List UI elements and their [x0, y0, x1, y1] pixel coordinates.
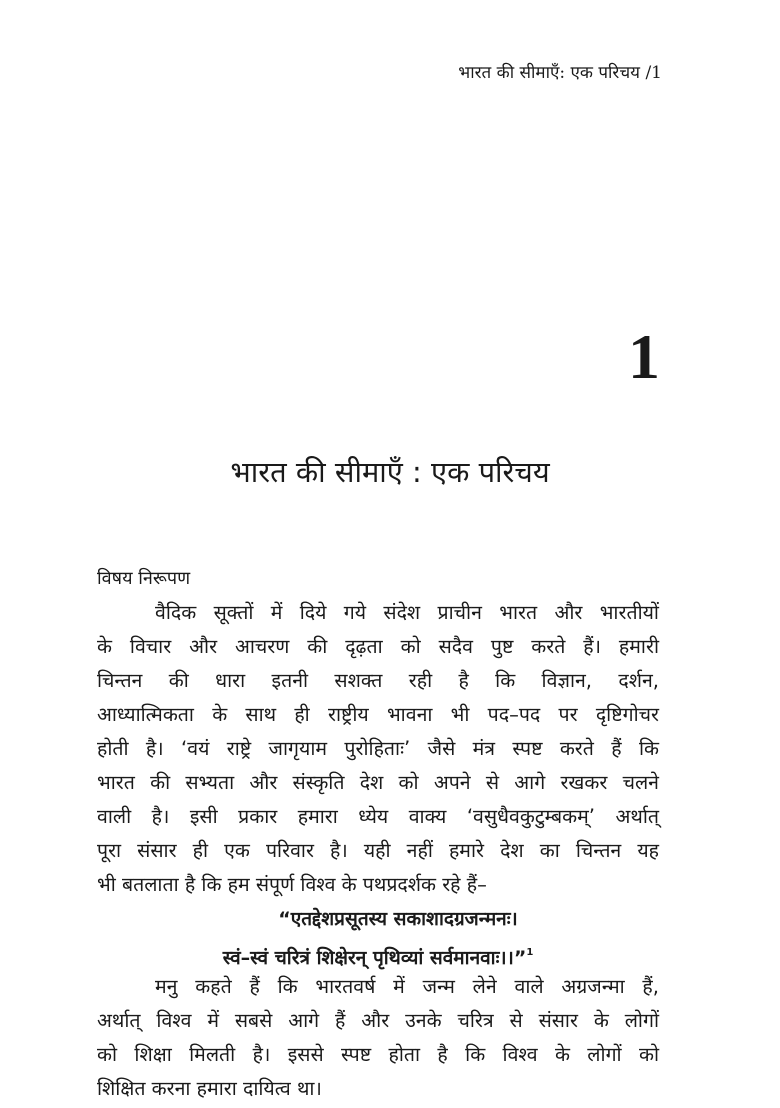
- paragraph-line: पूरा संसार ही एक परिवार है। यही नहीं हमारे देश का चिन्तन यह: [97, 839, 659, 862]
- verse-line: “एतद्देशप्रसूतस्य सकाशादग्रजन्मनः।: [278, 908, 518, 930]
- paragraph-line: मनु कहते हैं कि भारतवर्ष में जन्म लेने वाले अग्रजन्मा हैं,: [155, 975, 659, 998]
- paragraph-line: भारत की सभ्यता और संस्कृति देश को अपने से आगे रखकर चलने: [97, 771, 659, 794]
- paragraph-line: वाली है। इसी प्रकार हमारा ध्येय वाक्य ‘वसुधैवकुटुम्बकम्’ अर्थात्: [97, 805, 659, 828]
- verse-line: [97, 936, 659, 970]
- paragraph-line: शिक्षित करना हमारा दायित्व था।: [97, 1077, 322, 1100]
- section-heading: विषय निरूपण: [97, 568, 191, 589]
- paragraph-line: अर्थात् विश्व में सबसे आगे हैं और उनके चरित्र से संसार के लोगों: [97, 1009, 659, 1032]
- footnote-ref[interactable]: 1: [526, 947, 534, 958]
- verse-line-text: स्वं–स्वं चरित्रं शिक्षेरन् पृथिव्यां सर्वमानवाः।।”: [222, 947, 527, 969]
- chapter-title: भारत की सीमाएँ : एक परिचय: [230, 455, 550, 489]
- paragraph-line: आध्यात्मिकता के साथ ही राष्ट्रीय भावना भी पद–पद पर दृष्टिगोचर: [97, 703, 659, 726]
- chapter-number: 1: [628, 321, 660, 392]
- paragraph-line: वैदिक सूक्तों में दिये गये संदेश प्राचीन भारत और भारतीयों: [155, 601, 659, 624]
- running-head: भारत की सीमाएँ: एक परिचय /1: [458, 63, 662, 83]
- paragraph-line: होती है। ‘वयं राष्ट्रे जागृयाम पुरोहिताः’ जैसे मंत्र स्पष्ट करते हैं कि: [97, 737, 659, 760]
- paragraph-line: भी बतलाता है कि हम संपूर्ण विश्व के पथप्रदर्शक रहे हैं–: [97, 873, 487, 896]
- paragraph-line: के विचार और आचरण की दृढ़ता को सदैव पुष्ट करते हैं। हमारी: [97, 635, 659, 658]
- paragraph-line: चिन्तन की धारा इतनी सशक्त रही है कि विज्ञान, दर्शन,: [97, 669, 659, 692]
- body-text: [97, 596, 659, 1106]
- paragraph-line: को शिक्षा मिलती है। इससे स्पष्ट होता है कि विश्व के लोगों को: [97, 1043, 659, 1066]
